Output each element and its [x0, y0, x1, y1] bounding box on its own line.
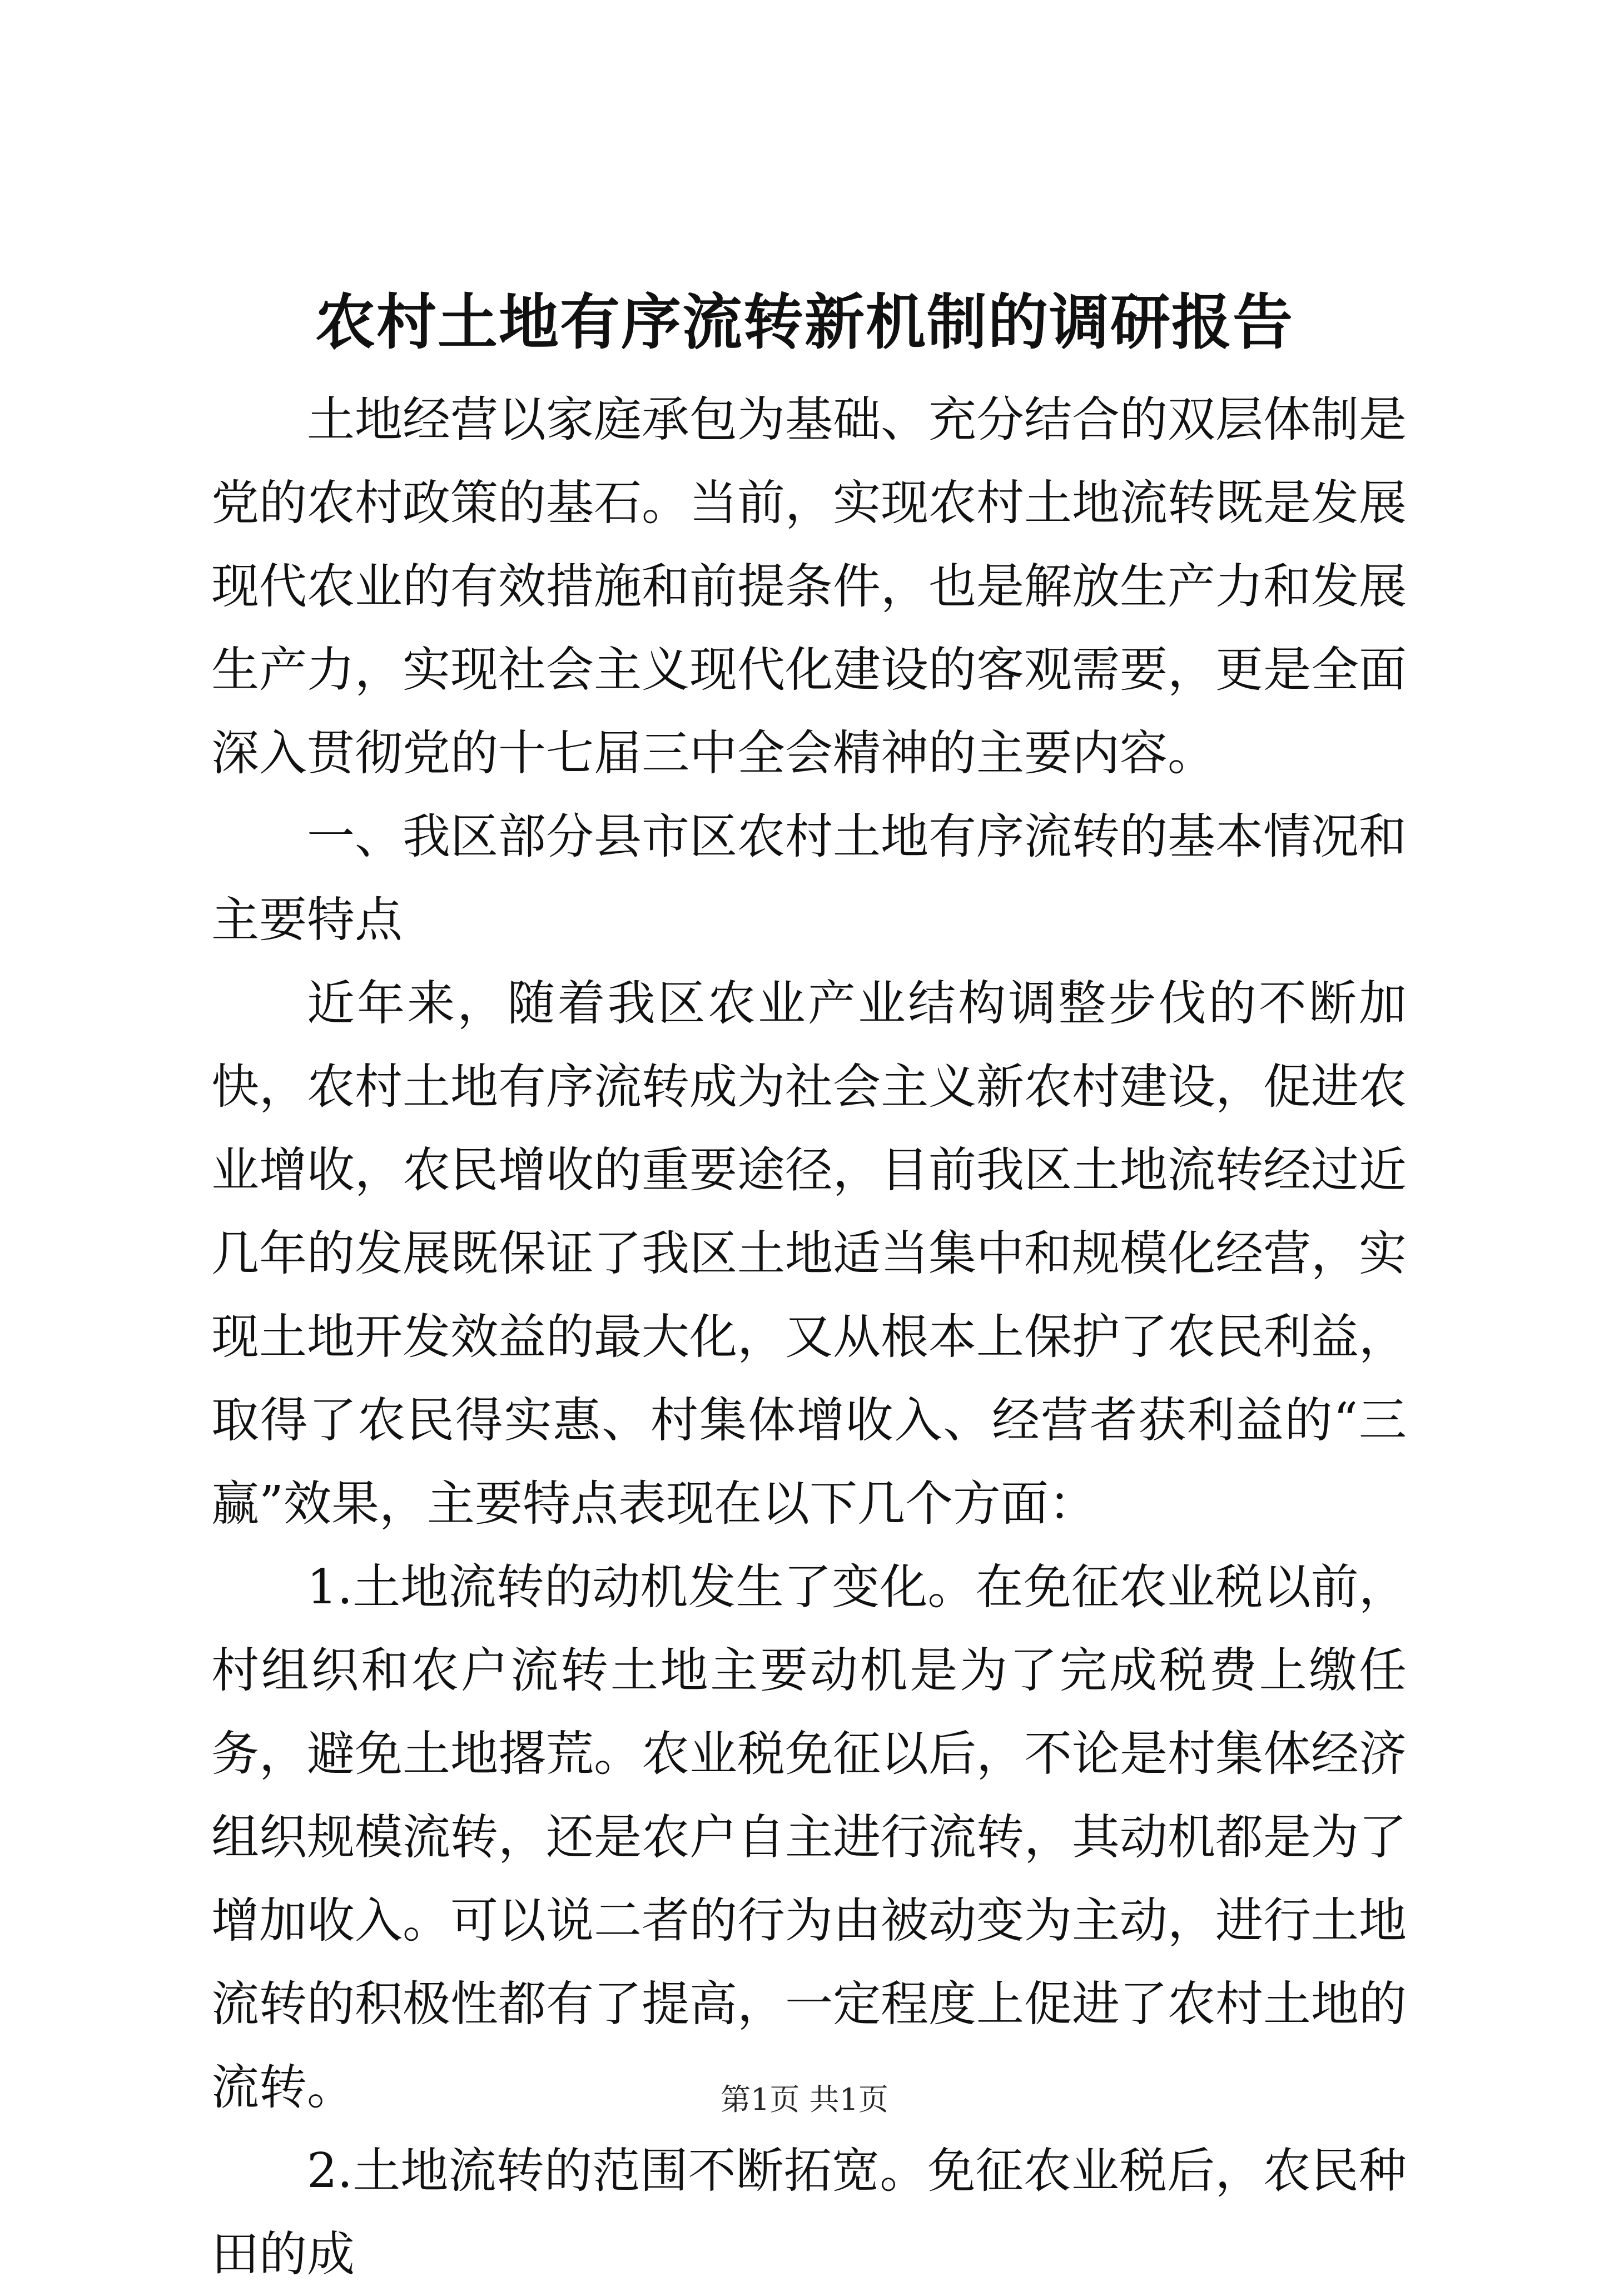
document-body — [211, 378, 1407, 2296]
paragraph-intro: 土地经营以家庭承包为基础、充分结合的双层体制是党的农村政策的基石。当前，实现农村土地流转既是发展现代农业的有效措施和前提条件，也是解放生产力和发展生产力，实现社会主义现代化建设的客观需要，更是全面深入贯彻党的十七届三中全会精神的主要内容。 — [211, 392, 1407, 781]
paragraph-point-1: 1.土地流转的动机发生了变化。在免征农业税以前，村组织和农户流转土地主要动机是为了完成税费上缴任务，避免土地撂荒。农业税免征以后，不论是村集体经济组织规模流转，还是农户自主进行流转，其动机都是为了增加收入。可以说二者的行为由被动变为主动，进行土地流转的积极性都有了提高，一定程度上促进了农村土地的流转。 — [211, 1559, 1407, 2115]
paragraph-point-2: 2.土地流转的范围不断拓宽。免征农业税后，农民种田的成 — [211, 2143, 1407, 2282]
paragraph-overview: 近年来，随着我区农业产业结构调整步伐的不断加快，农村土地有序流转成为社会主义新农村建设，促进农业增收，农民增收的重要途径，目前我区土地流转经过近几年的发展既保证了我区土地适当集中和规模化经营，实现土地开发效益的最大化，又从根本上保护了农民利益，取得了农民得实惠、村集体增收入、经营者获利益的“三赢”效果，主要特点表现在以下几个方面： — [211, 976, 1407, 1532]
page-footer: 第1页 共1页 — [721, 2082, 888, 2117]
document-title: 农村土地有序流转新机制的调研报告 — [315, 287, 1294, 357]
section-heading-1: 一、我区部分县市区农村土地有序流转的基本情况和主要特点 — [211, 809, 1407, 948]
